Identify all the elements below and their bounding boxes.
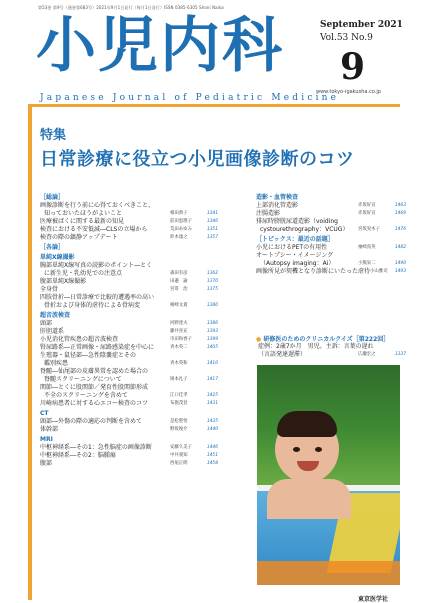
toc-entry-page: 1431 (206, 401, 218, 406)
toc-entry-page: 1386 (206, 321, 218, 326)
toc-entry-page: 1362 (206, 271, 218, 276)
toc-entry-author: 森田有彦 (170, 271, 188, 276)
toc-entry-title: 不全のスクリーニングを含めて (44, 392, 128, 399)
toc-entry[interactable] (40, 262, 218, 270)
toc-entry-page: 1446 (206, 445, 218, 450)
volume-number: Vol.53 No.9 (320, 33, 373, 43)
left-accent-bar (28, 105, 32, 600)
toc-entry-title: 腹部単純X線撮影 (40, 278, 87, 285)
toc-entry[interactable] (256, 244, 406, 252)
toc-entry[interactable] (40, 270, 218, 278)
toc-entry-page: 1417 (206, 377, 218, 382)
quiz-page: 1337 (394, 352, 406, 357)
toc-entry[interactable] (256, 260, 406, 268)
toc-entry-title: 中枢神経系―その2：脳腫瘍 (40, 452, 116, 459)
toc-entry-author: 袖崎真英 (358, 245, 376, 250)
toc-entry-title: 胸部単純X線写真の読影のポイント―とく (40, 262, 153, 269)
toc-entry-author: 布施茂登 (170, 401, 188, 406)
toc-entry-title: 肝胆道系 (40, 328, 65, 335)
photo-child-hair (277, 411, 337, 437)
toc-entry-title: 頭部―外傷の際の適応の判断を含めて (40, 418, 143, 425)
toc-entry-author: 小熊栄二 (358, 261, 376, 266)
toc-entry-title: 全身骨 (40, 286, 59, 293)
toc-entry[interactable] (40, 210, 218, 218)
toc-right-column (256, 192, 406, 276)
photo-child-eye (315, 447, 322, 452)
toc-entry[interactable] (40, 286, 218, 294)
feature-label: 特集 (40, 128, 67, 143)
toc-entry-title: 上部消化管造影 (256, 202, 299, 209)
toc-entry[interactable] (40, 278, 218, 286)
toc-entry-page: 1493 (394, 269, 406, 274)
quiz-case-detail: （言語発達遅滞） (258, 351, 307, 358)
publisher-name: 東京医学社 (358, 596, 389, 603)
toc-entry[interactable] (40, 226, 218, 234)
toc-entry-page: 1399 (206, 337, 218, 342)
toc-entry-author: 小山雅司 (370, 269, 388, 274)
photo-float-orange (257, 561, 400, 585)
toc-entry-title: 骨折および身体的虐待による骨病変 (44, 302, 141, 309)
toc-left-column (40, 192, 218, 468)
journal-subtitle-en: Japanese Journal of Pediatric Medicine (40, 93, 340, 103)
publisher-url: www.tokyo-igakusha.co.jp (316, 89, 381, 95)
toc-entry-page: 1490 (394, 261, 406, 266)
toc-entry-page: 1405 (206, 345, 218, 350)
toc-entry-title: 関節―とくに股関節／発育性股関節形成 (40, 384, 149, 391)
toc-entry-author: 赤坂好宣 (358, 203, 376, 208)
toc-entry-title: 排尿時膀胱尿道造影（voiding (256, 218, 338, 225)
toc-entry[interactable] (256, 226, 406, 234)
toc-entry-author: 河野達夫 (170, 321, 188, 326)
toc-entry[interactable] (40, 302, 218, 310)
toc-entry-author: 青木英二 (170, 345, 188, 350)
quiz-author: 広瀬宏之 (358, 352, 376, 357)
toc-entry-title: 検査の際の鎮静アップデート (40, 234, 118, 241)
toc-entry-author: 鈴木康之 (170, 235, 188, 240)
toc-entry[interactable] (40, 376, 218, 384)
toc-entry[interactable] (40, 320, 218, 328)
toc-entry-title: 医療被ばくに関する最新の知見 (40, 218, 125, 225)
quiz-row (258, 343, 406, 351)
feature-title: 日常診療に役立つ小児画像診断のコツ (40, 149, 355, 170)
toc-entry-title: 小児におけるPETの有用性 (256, 244, 328, 251)
toc-entry-title: 小児消化管疾患の超音波検査 (40, 336, 119, 343)
toc-entry-author: 青木英和 (170, 361, 188, 366)
toc-entry-author: 前田恵理子 (170, 219, 192, 224)
toc-entry[interactable] (256, 218, 406, 226)
toc-entry-title: 画像診断を行う前に心得ておくべきこと、 (40, 202, 155, 209)
toc-entry-author: 相田典子 (170, 211, 188, 216)
toc-entry-title: 生殖器・鼠径部―急性陰嚢症とその (40, 352, 137, 359)
toc-entry-author: 江口佳孝 (170, 393, 188, 398)
toc-section-heading: ［総論］ (40, 194, 65, 201)
toc-entry-title: 川崎病患者に対する心エコー検査のコツ (40, 400, 149, 407)
toc-entry-title: 鑑別疾患 (44, 360, 69, 367)
toc-entry-page: 1370 (206, 279, 218, 284)
toc-entry[interactable] (256, 210, 406, 218)
toc-entry-page: 1435 (206, 419, 218, 424)
toc-entry[interactable] (40, 460, 218, 468)
toc-entry-title: cystourethrography：VCUG） (260, 226, 349, 233)
toc-entry-page: 1380 (206, 303, 218, 308)
toc-entry-title: 脊髄スクリーニングについて (44, 376, 122, 383)
toc-entry[interactable] (40, 344, 218, 352)
toc-entry[interactable] (40, 202, 218, 210)
toc-entry[interactable] (40, 444, 218, 452)
toc-entry-title: 注腸造影 (256, 210, 281, 217)
quiz-title (256, 334, 389, 343)
toc-entry-title: 腹部 (40, 460, 53, 467)
toc-entry-title: 脊髄―仙尾部の皮膚異常を認めた場合の (40, 368, 149, 375)
toc-entry-page: 1351 (206, 227, 218, 232)
toc-entry[interactable] (40, 328, 218, 336)
toc-entry-title: 画像所見が契機となり診断にいたった虐待 (256, 268, 371, 275)
toc-entry-author: 野坂俊介 (170, 427, 188, 432)
toc-entry[interactable] (40, 360, 218, 368)
toc-entry[interactable] (256, 268, 406, 276)
toc-entry-page: 1375 (206, 287, 218, 292)
toc-entry-title: オートプシー・イメージング (256, 252, 334, 259)
toc-entry-title: 検査における不安低減―CLSの立場から (40, 226, 148, 233)
toc-section-heading: ［トピックス：最近の話題］ (256, 236, 334, 243)
toc-entry-title: 四肢骨折―日常診療で比較的遭遇率の高い (40, 294, 155, 301)
toc-entry-author: 市田和香子 (170, 337, 192, 342)
toc-entry-author: 宮嵜 治 (170, 287, 188, 292)
toc-entry-author: 是松聖悟 (170, 419, 188, 424)
toc-entry-page: 1425 (206, 393, 218, 398)
toc-entry-page: 1410 (206, 361, 218, 366)
toc-entry[interactable] (256, 252, 406, 260)
quiz-body (258, 343, 406, 359)
quiz-title-text: 研修医のためのクリニカルクイズ［第222回］ (263, 336, 390, 343)
toc-entry-page: 1476 (394, 227, 406, 232)
photo-child-eye (293, 447, 300, 452)
toc-entry-title: 知っておいたほうがよいこと (44, 210, 123, 217)
toc-entry-page: 1393 (206, 329, 218, 334)
toc-entry-page: 1451 (206, 453, 218, 458)
header-divider (28, 104, 400, 107)
toc-entry-author: 岡本礼子 (170, 377, 188, 382)
toc-section-heading: 単純X線撮影 (40, 254, 75, 261)
toc-entry[interactable] (40, 234, 218, 242)
toc-entry-author: 西尾正朗 (170, 461, 188, 466)
toc-entry-author: 田邉 諭 (170, 279, 188, 284)
toc-entry-page: 1346 (206, 219, 218, 224)
toc-entry-author: 安藤久美子 (170, 445, 192, 450)
toc-entry-author: 相崎文貴 (170, 303, 188, 308)
quiz-case: 症例：2歳7か月 男児。主訴：言葉の遅れ (258, 343, 374, 350)
toc-entry-title: 腎尿路系―正常画像・尿路感染症を中心に (40, 344, 155, 351)
toc-entry[interactable] (40, 218, 218, 226)
journal-title: 小児内科 (36, 11, 284, 81)
toc-entry[interactable] (40, 426, 218, 434)
toc-entry-title: 中枢神経系―その1：急性脳症の画像診断 (40, 444, 152, 451)
toc-entry-title: に新生児・乳幼児での注意点 (44, 270, 123, 277)
issue-date: September 2021 (320, 20, 403, 30)
toc-entry-author: 宮坂実木子 (358, 227, 380, 232)
toc-entry-title: 頭部 (40, 320, 53, 327)
photo-child-body (267, 479, 351, 519)
toc-section-heading: ［各論］ (40, 244, 65, 251)
toc-entry[interactable] (40, 294, 218, 302)
toc-entry-author: 中井義知 (170, 453, 188, 458)
toc-entry-page: 1357 (206, 235, 218, 240)
toc-section-heading: CT (40, 410, 49, 417)
toc-section-heading: 超音波検査 (40, 312, 71, 319)
toc-entry-page: 1440 (206, 427, 218, 432)
toc-entry-author: 藤井喜充 (170, 329, 188, 334)
toc-entry[interactable] (40, 452, 218, 460)
toc-entry-page: 1341 (206, 211, 218, 216)
issn-line: 第53巻 第9号（通巻第683号）2021年9月1日発行（毎月1日発行）ISSN 0385-6305 Shoni Naika (38, 5, 224, 10)
toc-entry[interactable] (40, 400, 218, 408)
cover-photo-child (257, 365, 400, 585)
toc-section-heading: 造影・血管検査 (256, 194, 299, 201)
toc-entry-page: 1458 (206, 461, 218, 466)
toc-entry[interactable] (40, 384, 218, 392)
toc-entry-title: （Autopsy imaging：Ai） (260, 260, 335, 267)
toc-section-heading: MRI (40, 436, 53, 443)
issue-number: 9 (340, 46, 366, 88)
toc-entry-author: 赤坂好宣 (358, 211, 376, 216)
quiz-row (258, 351, 406, 359)
toc-entry-page: 1469 (394, 211, 406, 216)
toc-entry-page: 1463 (394, 203, 406, 208)
toc-entry[interactable] (40, 368, 218, 376)
toc-entry[interactable] (40, 392, 218, 400)
toc-entry[interactable] (40, 352, 218, 360)
toc-entry[interactable] (40, 418, 218, 426)
toc-entry-page: 1482 (394, 245, 406, 250)
toc-entry[interactable] (40, 336, 218, 344)
toc-entry-title: 体幹部 (40, 426, 59, 433)
bullet-icon: ● (256, 336, 264, 343)
toc-entry-author: 荒田あゆみ (170, 227, 192, 232)
toc-entry[interactable] (256, 202, 406, 210)
